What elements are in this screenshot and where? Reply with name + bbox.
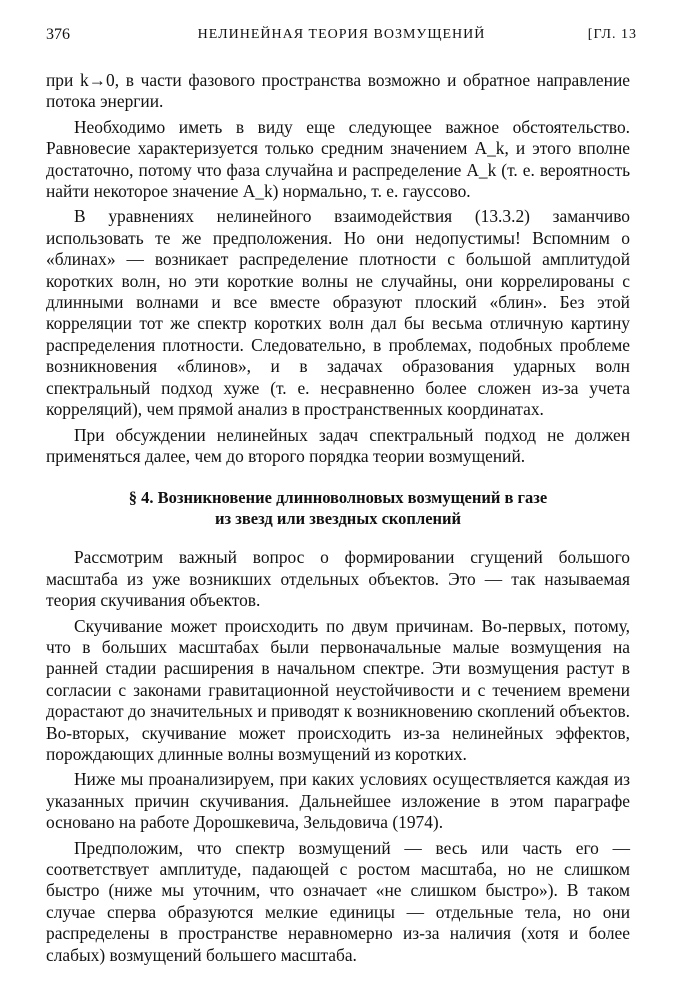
- running-title: НЕЛИНЕЙНАЯ ТЕОРИЯ ВОЗМУЩЕНИЙ: [197, 27, 486, 42]
- paragraph: Скучивание может происходить по двум причинам. Во-первых, потому, что в больших масштабах были первоначальные малые возмущения на ранней стадии расширения в начальном спектре. Эти возмущения растут в согласии с законами гравитационной неустойчивости и с течением времени дорастают до значительных и приводят к возникновению скоплений объектов. Во-вторых, скучивание может происходить из-за нелинейных эффектов, порождающих длинные волны возмущений из коротких.: [46, 615, 630, 764]
- page-number: 376: [46, 26, 70, 43]
- chapter-label: [ГЛ. 13: [587, 27, 637, 42]
- section-heading: [86, 487, 590, 529]
- paragraph: В уравнениях нелинейного взаимодействия (13.3.2) заманчиво использовать те же предположения. Но они недопустимы! Вспомним о «блинах» — возникает распределение плотности с большой амплитудой коротких волн, но эти короткие волны не случайны, они коррелированы с длинными волнами и все вместе образуют плоский «блин». Без этой корреляции тот же спектр коротких волн дал бы весьма отличную картину распределения плотности. Следовательно, в проблемах, подобных проблеме возникновения «блинов», и в задачах образования ударных волн спектральный подход хуже (т. е. несравненно более сложен из-за учета корреляций), чем прямой анализ в пространственных координатах.: [46, 206, 630, 420]
- paragraph: Ниже мы проанализируем, при каких условиях осуществляется каждая из указанных причин скучивания. Дальнейшее изложение в этом параграфе основано на работе Дорошкевича, Зельдовича (1974).: [46, 769, 630, 833]
- paragraph: при k→0, в части фазового пространства возможно и обратное направление потока энергии.: [46, 70, 630, 112]
- section-title-line-1: § 4. Возникновение длинноволновых возмущений в газе: [128, 488, 548, 508]
- paragraph: Необходимо иметь в виду еще следующее важное обстоятельство. Равновесие характеризуется только средним значением A_k, и этого вполне достаточно, потому что фаза случайна и распределение A_k (т. е. вероятность найти некоторое значение A_k) нормально, т. е. гауссово.: [46, 116, 630, 202]
- page-header: [46, 26, 637, 50]
- page-body: [46, 70, 630, 970]
- section-title-line-2: из звезд или звездных скоплений: [214, 509, 462, 529]
- paragraph: Рассмотрим важный вопрос о формировании сгущений большого масштаба из уже возникших отдельных объектов. Это — так называемая теория скучивания объектов.: [46, 547, 630, 611]
- paragraph: Предположим, что спектр возмущений — весь или часть его — соответствует амплитуде, падающей с ростом масштаба, но не слишком быстро (ниже мы уточним, что означает «не слишком быстро»). В таком случае сперва образуются мелкие единицы — отдельные тела, но они распределены в пространстве неравномерно из-за наличия (хотя и более слабых) возмущений большего масштаба.: [46, 837, 630, 965]
- paragraph: При обсуждении нелинейных задач спектральный подход не должен применяться далее, чем до второго порядка теории возмущений.: [46, 424, 630, 466]
